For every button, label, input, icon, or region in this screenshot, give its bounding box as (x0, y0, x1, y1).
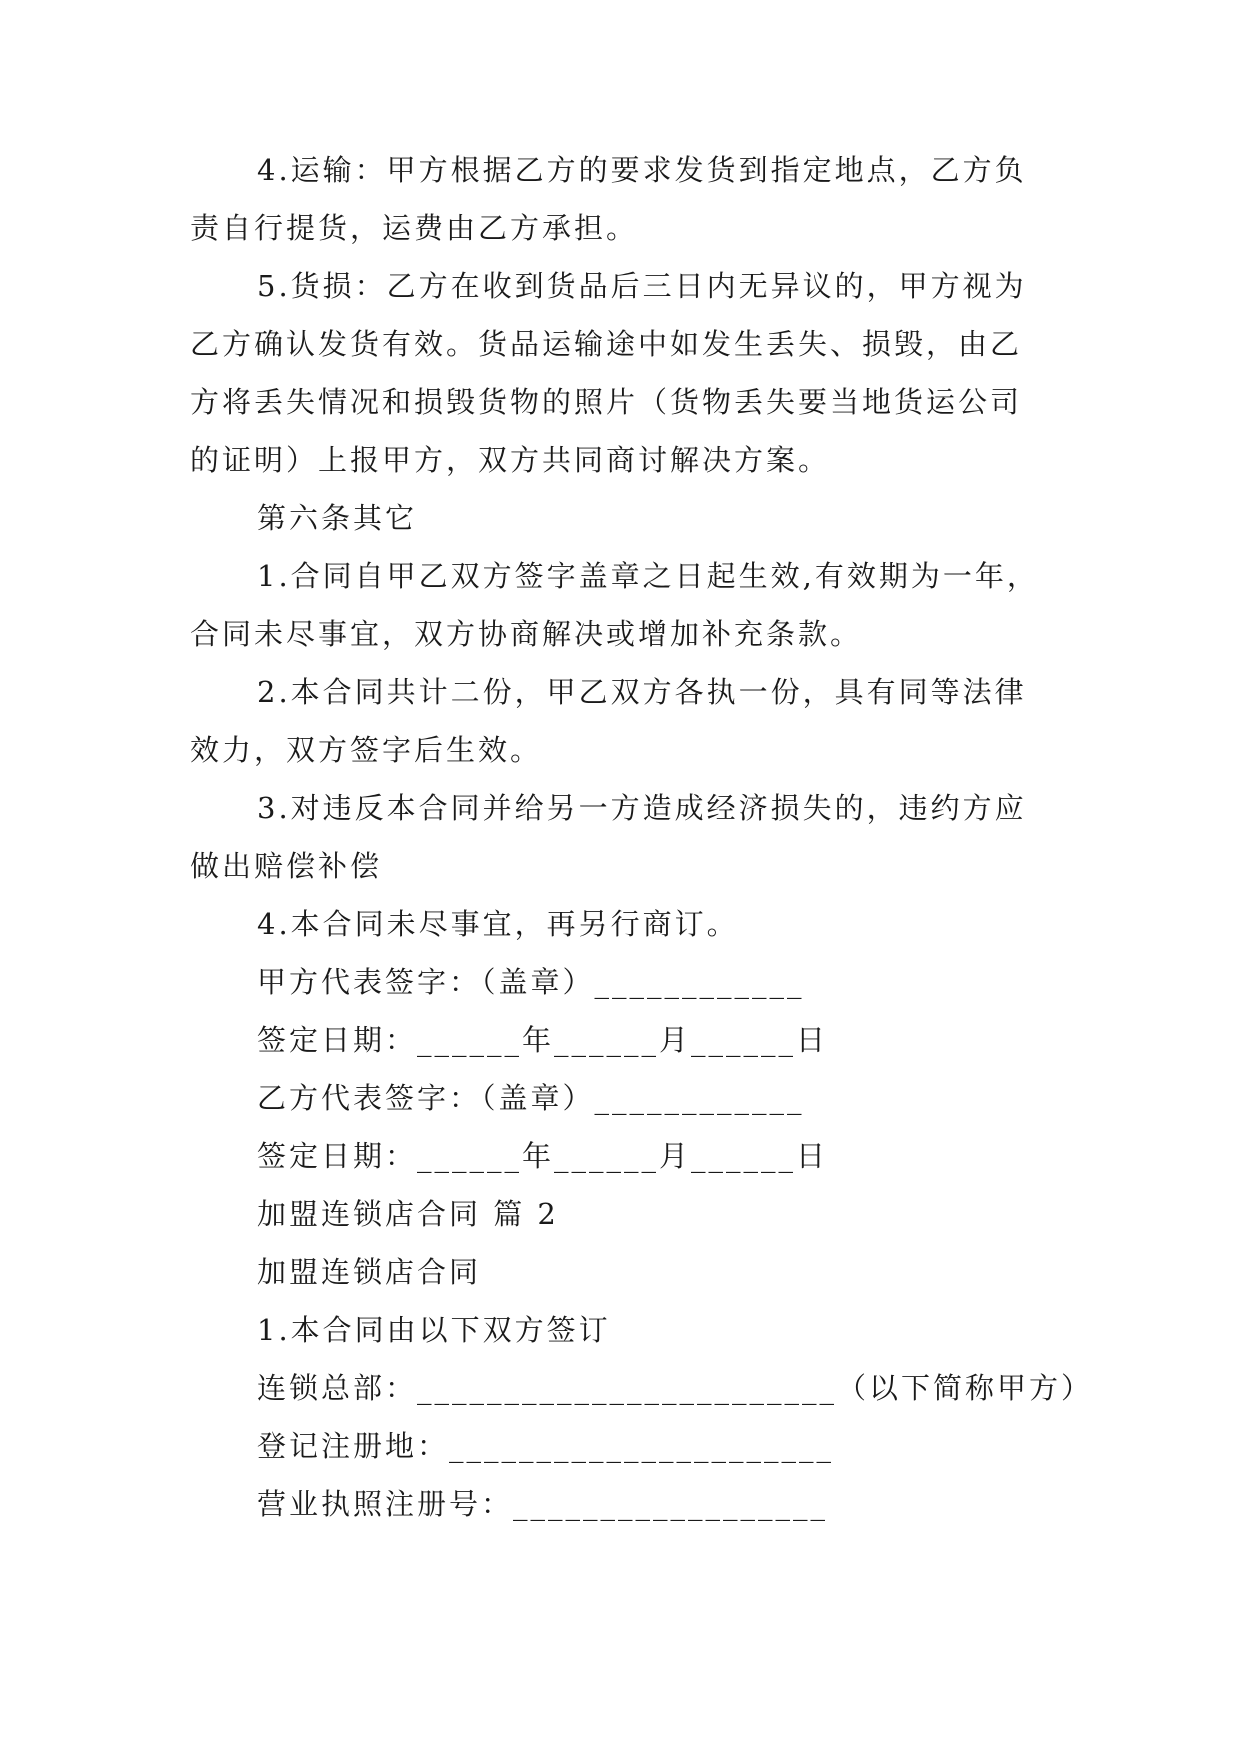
chain-headquarters-field: 连锁总部：________________________（以下简称甲方） (257, 1371, 1094, 1405)
party-b-sign-date-line: 签定日期：______年______月______日 (257, 1139, 829, 1173)
clause-5-damage-line-3: 方将丢失情况和损毁货物的照片（货物丢失要当地货运公司 (190, 385, 1023, 419)
section-title-part-2: 加盟连锁店合同 篇 2 (257, 1197, 559, 1231)
article-6-item-1-line-2: 合同未尽事宜，双方协商解决或增加补充条款。 (190, 617, 863, 651)
contract-item-1: 1.本合同由以下双方签订 (257, 1313, 611, 1347)
party-a-sign-date-line: 签定日期：______年______月______日 (257, 1023, 829, 1057)
party-a-signature-line: 甲方代表签字：（盖章）____________ (257, 965, 805, 999)
article-6-heading: 第六条其它 (257, 501, 418, 535)
clause-5-damage-line-4: 的证明）上报甲方，双方共同商讨解决方案。 (190, 443, 831, 477)
article-6-item-4: 4.本合同未尽事宜，再另行商订。 (257, 907, 739, 941)
registered-address-field: 登记注册地：______________________ (257, 1429, 835, 1463)
article-6-item-3-line-2: 做出赔偿补偿 (190, 849, 383, 883)
party-b-signature-line: 乙方代表签字：（盖章）____________ (257, 1081, 805, 1115)
clause-5-damage-line-1: 5.货损：乙方在收到货品后三日内无异议的，甲方视为 (257, 269, 1027, 303)
article-6-item-3-line-1: 3.对违反本合同并给另一方造成经济损失的，违约方应 (257, 791, 1027, 825)
contract-title: 加盟连锁店合同 (257, 1255, 482, 1289)
clause-4-transport-line-1: 4.运输：甲方根据乙方的要求发货到指定地点，乙方负 (257, 153, 1027, 187)
article-6-item-1-line-1: 1.合同自甲乙双方签字盖章之日起生效,有效期为一年， (257, 559, 1039, 593)
clause-4-transport-line-2: 责自行提货，运费由乙方承担。 (190, 211, 639, 245)
article-6-item-2-line-1: 2.本合同共计二份，甲乙双方各执一份，具有同等法律 (257, 675, 1027, 709)
business-license-number-field: 营业执照注册号：__________________ (257, 1487, 829, 1521)
article-6-item-2-line-2: 效力，双方签字后生效。 (190, 733, 543, 767)
clause-5-damage-line-2: 乙方确认发货有效。货品运输途中如发生丢失、损毁，由乙 (190, 327, 1023, 361)
